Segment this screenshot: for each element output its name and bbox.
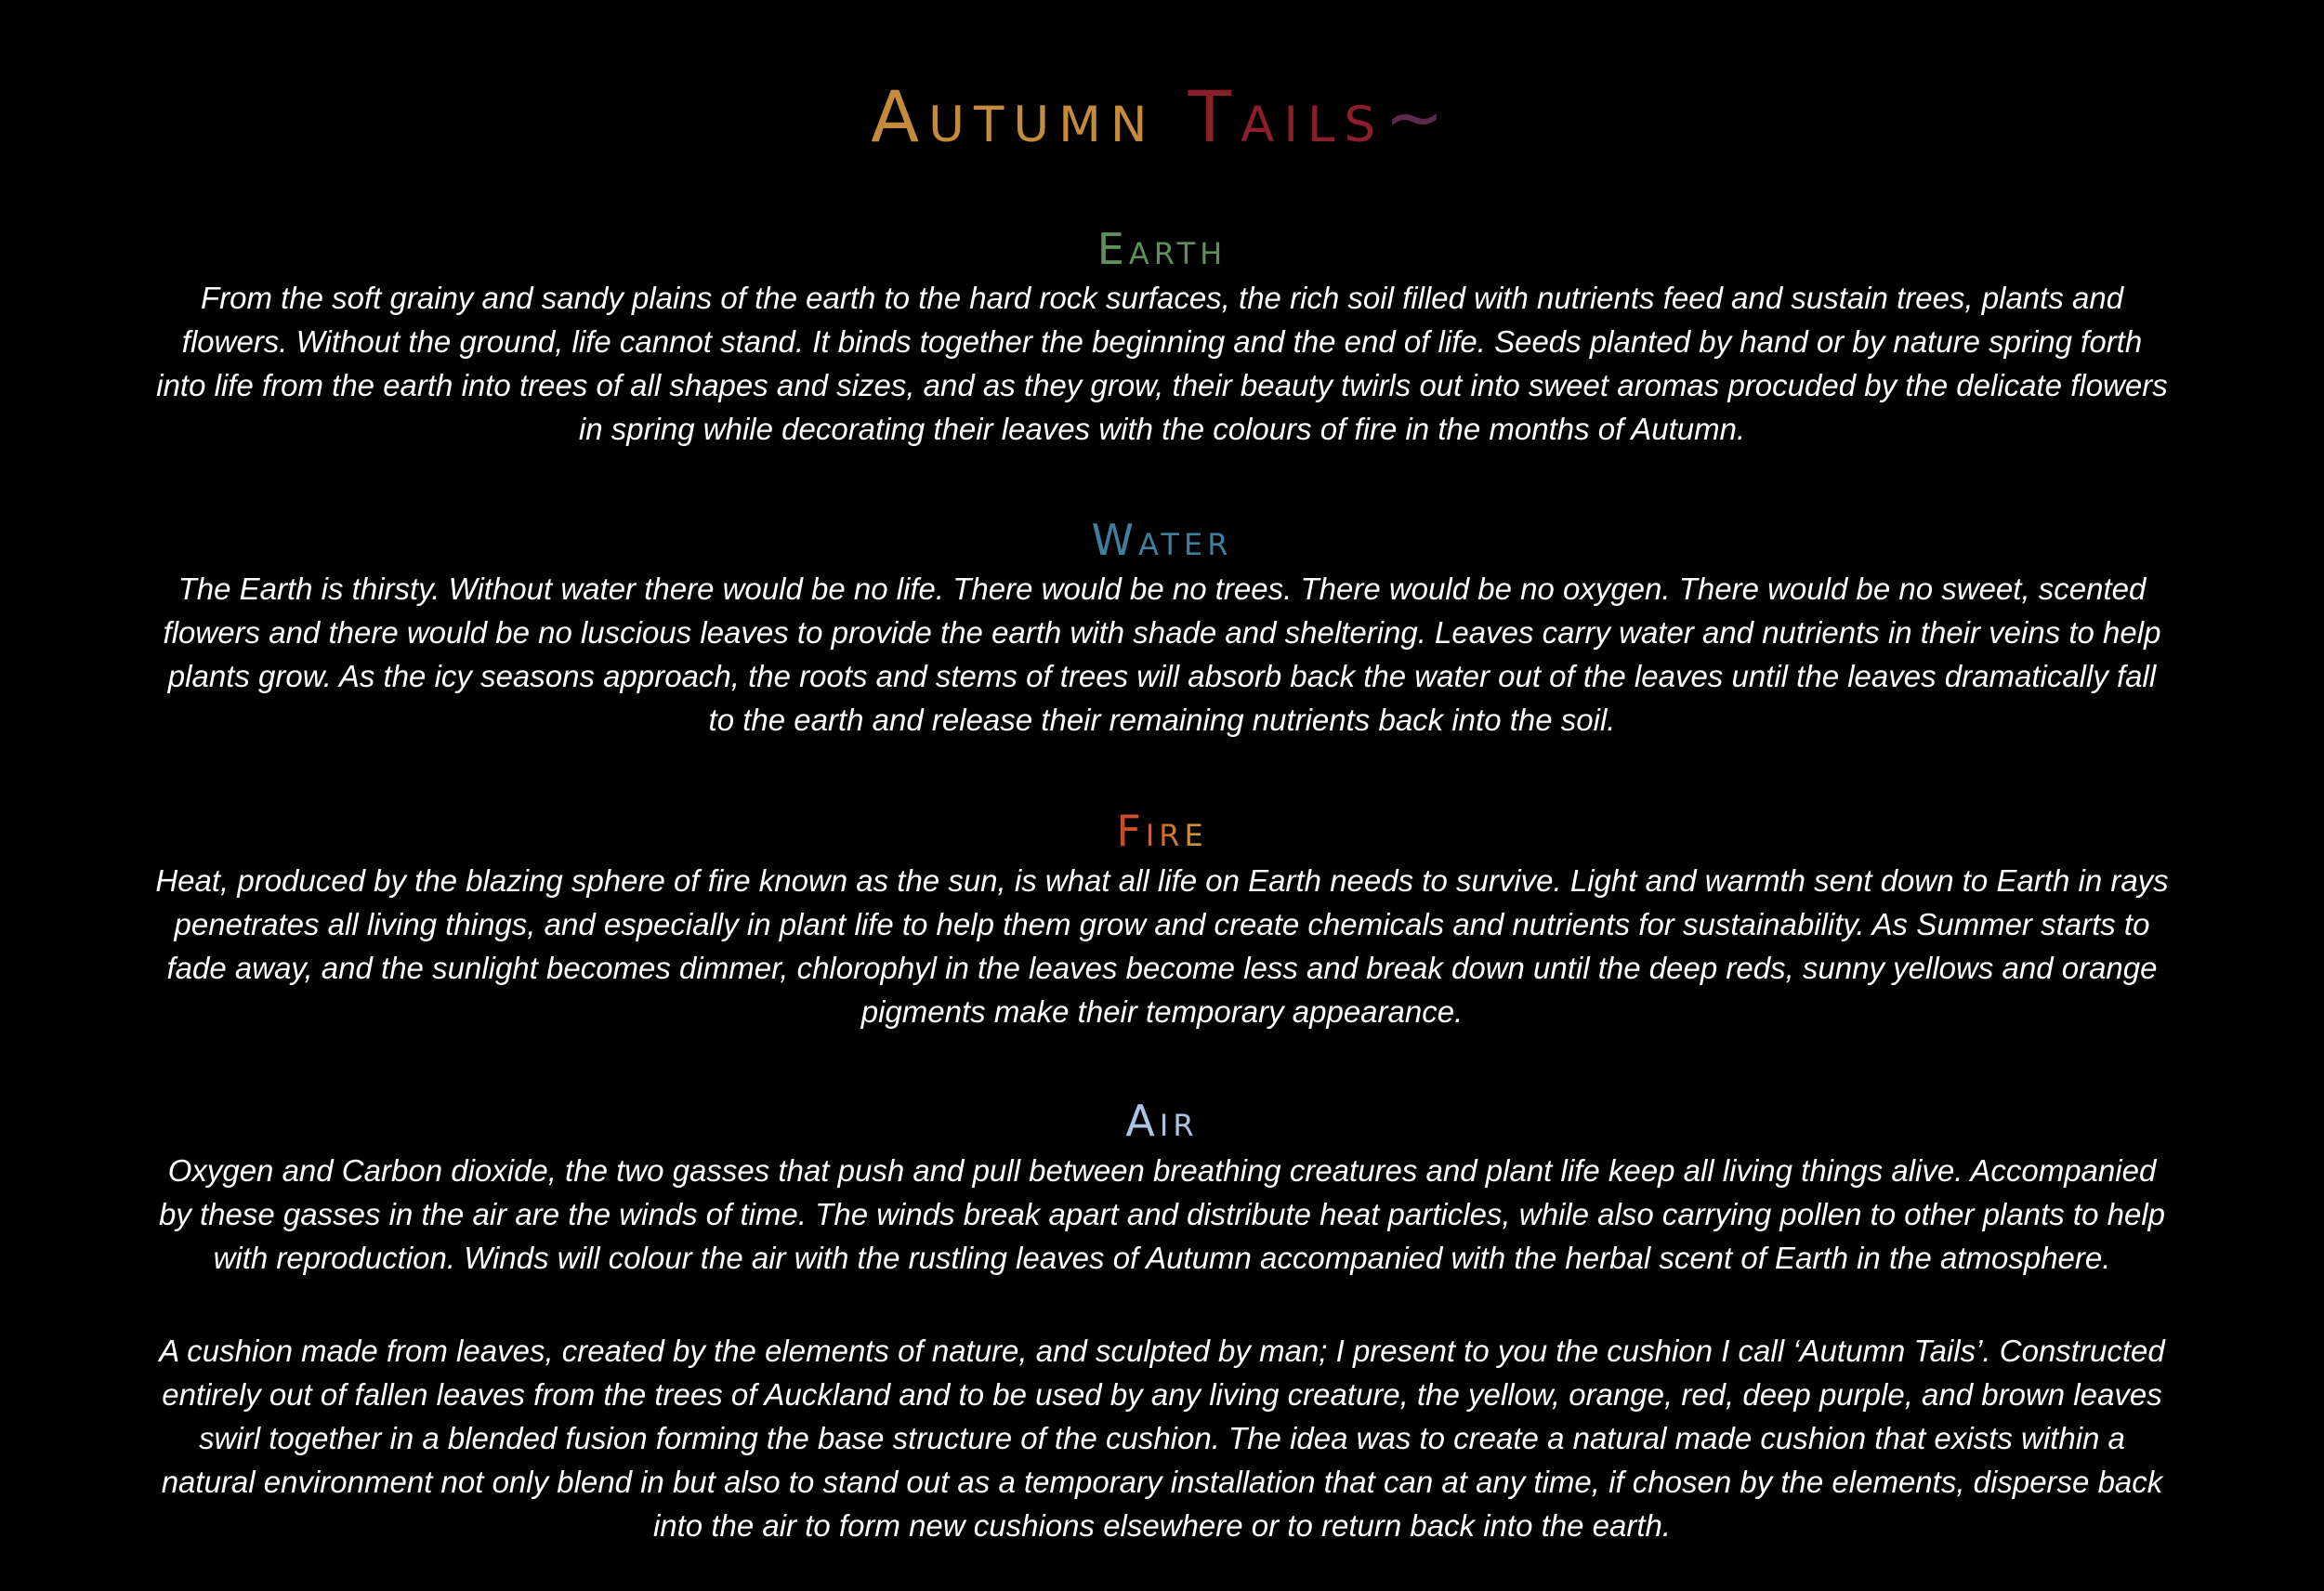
paragraph-line: swirl together in a blended fusion forming the base structure of the cushion. The idea was to create a natural made cushion that exists within a xyxy=(199,1421,2125,1455)
paragraph-fire xyxy=(88,859,2236,1033)
paragraph-line: to the earth and release their remaining nutrients back into the soil. xyxy=(708,703,1616,737)
paragraph-line: The Earth is thirsty. Without water there would be no life. There would be no trees. There would be no oxygen. There would be no sweet, scented xyxy=(177,572,2147,606)
paragraph-line: natural environment not only blend in but also to stand out as a temporary installation that can at any time, if chosen by the elements, disperse back xyxy=(161,1465,2163,1499)
page-title xyxy=(0,75,2324,158)
paragraph-line: entirely out of fallen leaves from the trees of Auckland and to be used by any living creature, the yellow, orange, red, deep purple, and brown leaves xyxy=(162,1377,2162,1412)
title-word-tails: Tails xyxy=(1188,75,1385,158)
paragraph-air xyxy=(88,1149,2236,1280)
heading-earth: Earth xyxy=(1096,224,1228,274)
paragraph-line: pigments make their temporary appearance. xyxy=(860,994,1464,1029)
paragraph-line: with reproduction. Winds will colour the air with the rustling leaves of Autumn accompanied with the herbal scent of Earth in the atmosphere. xyxy=(213,1241,2111,1275)
paragraph-line: Heat, produced by the blazing sphere of fire known as the sun, is what all life on Earth needs to survive. Light and warmth sent down to Earth in rays xyxy=(155,863,2169,898)
heading-water: Water xyxy=(1091,515,1233,565)
title-tilde: ~ xyxy=(1385,75,1453,158)
paragraph-closing xyxy=(88,1329,2236,1547)
paragraph-line: plants grow. As the icy seasons approach, the roots and stems of trees will absorb back the water out of the leaves until the leaves dramatically fall xyxy=(167,659,2157,693)
title-word-autumn: Autumn xyxy=(871,75,1157,158)
paragraph-line: flowers. Without the ground, life cannot stand. It binds together the beginning and the end of life. Seeds planted by hand or by nature spring forth xyxy=(181,324,2143,359)
heading-fire-text: Fire xyxy=(1116,806,1208,856)
paragraph-line: in spring while decorating their leaves with the colours of fire in the months of Autumn. xyxy=(578,412,1746,446)
paragraph-line: into life from the earth into trees of all shapes and sizes, and as they grow, their beauty twirls out into sweet aromas procuded by the delicate flowers xyxy=(156,368,2168,402)
paragraph-line: From the soft grainy and sandy plains of the earth to the hard rock surfaces, the rich soil filled with nutrients feed and sustain trees, plants and xyxy=(200,281,2124,315)
heading-fire xyxy=(0,806,2324,856)
paragraph-line: penetrates all living things, and especially in plant life to help them grow and create chemicals and nutrients for sustainability. As Summer starts to xyxy=(174,907,2150,941)
heading-air: Air xyxy=(1125,1096,1199,1146)
paragraph-line: Oxygen and Carbon dioxide, the two gasses that push and pull between breathing creatures and plant life keep all living things alive. Accompanied xyxy=(167,1153,2157,1188)
paragraph-line: fade away, and the sunlight becomes dimmer, chlorophyl in the leaves become less and break down until the deep reds, sunny yellows and orange xyxy=(166,951,2158,985)
paragraph-line: into the air to form new cushions elsewhere or to return back into the earth. xyxy=(652,1508,1672,1543)
paragraph-earth xyxy=(88,276,2236,451)
paragraph-line: flowers and there would be no luscious leaves to provide the earth with shade and sheltering. Leaves carry water and nutrients in their veins to help xyxy=(163,615,2161,650)
paragraph-line: A cushion made from leaves, created by the elements of nature, and sculpted by man; I present to you the cushion I call ‘Autumn Tails’. Constructed xyxy=(159,1334,2165,1368)
paragraph-water xyxy=(88,567,2236,742)
paragraph-line: by these gasses in the air are the winds of time. The winds break apart and distribute heat particles, while also carrying pollen to other plants to help xyxy=(158,1197,2166,1231)
